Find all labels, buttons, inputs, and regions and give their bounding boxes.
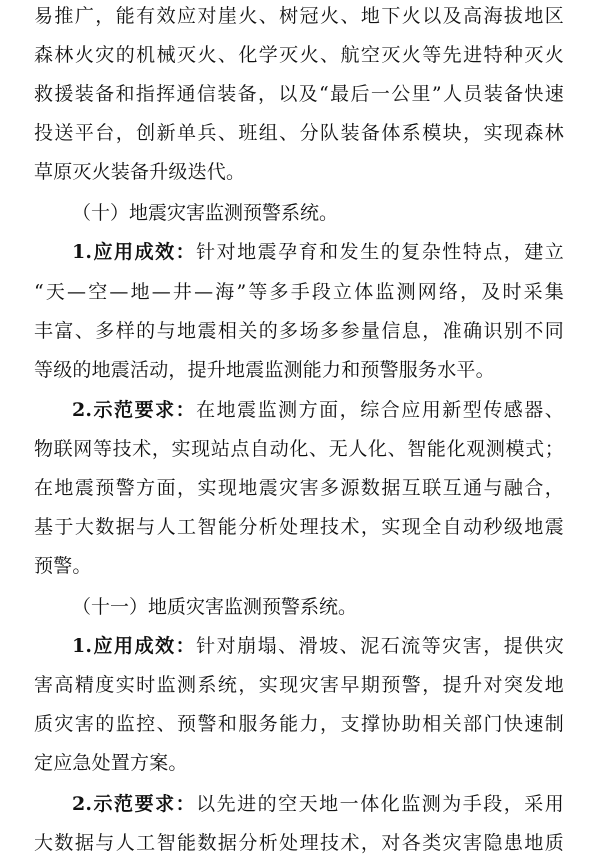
item-first-line [72,240,564,264]
item-first-line [72,792,564,816]
item-label: 2.示范要求： [72,793,197,815]
paragraph-line: 物联网等技术，实现站点自动化、无人化、智能化观测模式； [34,438,564,460]
paragraph-line: 定应急处置方案。 [34,752,188,774]
paragraph-line: 丰富、多样的与地震相关的多场多参量信息，准确识别不同 [34,320,564,342]
paragraph-line: 易推广，能有效应对崖火、树冠火、地下火以及高海拔地区 [34,5,564,27]
item-first-line [72,634,564,658]
item-text: 针对崩塌、滑坡、泥石流等灾害，提供灾 [196,635,564,657]
item-text: 在地震监测方面，综合应用新型传感器、 [196,399,564,421]
paragraph-line: 森林火灾的机械灭火、化学灭火、航空灭火等先进特种灭火 [34,44,564,66]
item-label: 2.示范要求： [72,399,197,421]
section-heading-11: （十一）地质灾害监测预警系统。 [72,596,358,618]
item-text: 针对地震孕育和发生的复杂性特点，建立 [196,241,564,263]
paragraph-line: 草原灭火装备升级迭代。 [34,161,246,183]
paragraph-line: 基于大数据与人工智能分析处理技术，实现全自动秒级地震 [34,516,564,538]
paragraph-line: 预警。 [34,555,92,577]
paragraph-line: 投送平台，创新单兵、班组、分队装备体系模块，实现森林 [34,122,564,144]
paragraph-line: 在地震预警方面，实现地震灾害多源数据互联互通与融合， [34,477,564,499]
paragraph-line: 大数据与人工智能数据分析处理技术，对各类灾害隐患地质 [34,832,564,854]
item-label: 1.应用成效： [72,635,197,657]
paragraph-line: 等级的地震活动，提升地震监测能力和预警服务水平。 [34,359,495,381]
item-first-line [72,398,564,422]
paragraph-line: 质灾害的监控、预警和服务能力，支撑协助相关部门快速制 [34,713,564,735]
item-label: 1.应用成效： [72,241,197,263]
section-heading-10: （十）地震灾害监测预警系统。 [72,202,339,224]
paragraph-line: 害高精度实时监测系统，实现灾害早期预警，提升对突发地 [34,674,564,696]
paragraph-line: 救援装备和指挥通信装备，以及“最后一公里”人员装备快速 [34,83,564,105]
paragraph-line: “天—空—地—井—海”等多手段立体监测网络，及时采集 [34,281,564,303]
item-text: 以先进的空天地一体化监测为手段，采用 [196,793,564,815]
